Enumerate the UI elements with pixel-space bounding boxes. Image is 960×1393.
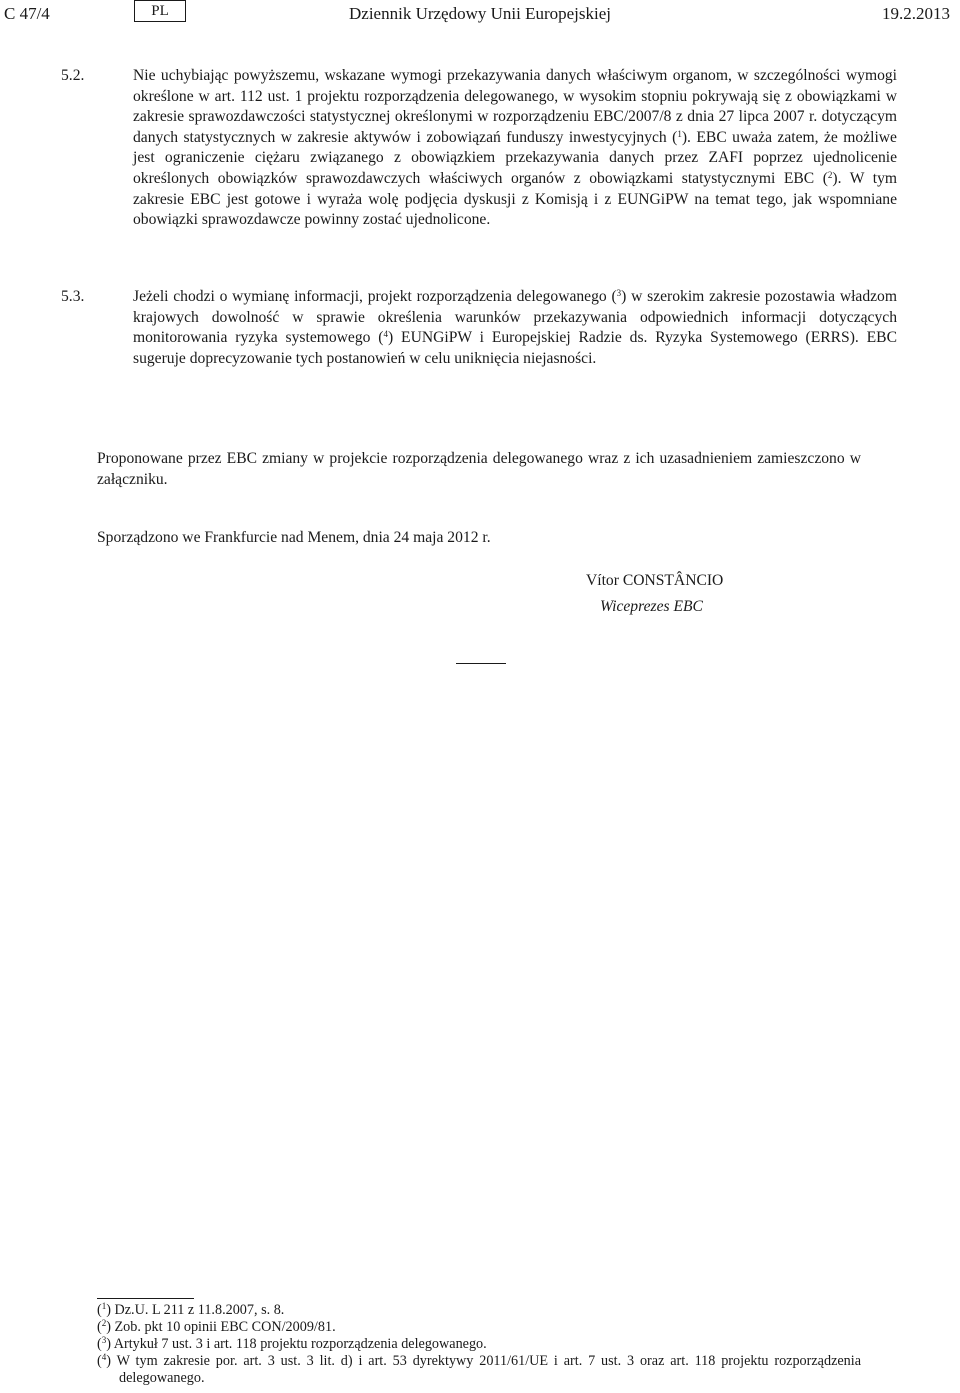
section-5-2 <box>61 66 897 231</box>
footnote-item: ($^3$) Artykuł 7 ust. 3 i art. 118 projektu rozporządzenia delegowanego. <box>97 1335 487 1352</box>
signatory-name: Vítor CONSTÂNCIO <box>586 572 724 589</box>
footnote-item: ($^1$) Dz.U. L 211 z 11.8.2007, s. 8. <box>97 1301 285 1318</box>
section-text: Nie uchybiając powyższemu, wskazane wymogi przekazywania danych właściwym organom, w szczególności wymogi określone w art. 112 ust. 1 projektu rozporządzenia delegowanego, w wysokim stopniu pokrywają się z obowiązkami w zakresie sprawozdawczości statystycznej określonymi w rozporządzeniu EBC/2007/8 z dnia 27 lipca 2007 r. dotyczącym danych statystycznych w zakresie aktywów i zobowiązań funduszy inwestycyjnych ( <box>133 67 897 146</box>
footnote-ref[interactable]: 4 <box>383 329 388 340</box>
place-and-date: Sporządzono we Frankfurcie nad Menem, dnia 24 maja 2012 r. <box>97 529 491 546</box>
section-text-end: ) EUNGiPW i Europejskiej Radzie ds. Ryzyka Systemowego (ERRS). EBC sugeruje doprecyzowanie tych postanowień w celu uniknięcia niejasności. <box>133 329 897 367</box>
footnote-separator <box>97 1298 194 1299</box>
page-header <box>0 0 960 34</box>
journal-title: Dziennik Urzędowy Unii Europejskiej <box>349 4 612 23</box>
section-5-3 <box>61 287 897 369</box>
footnote-ref[interactable]: 1 <box>677 128 682 139</box>
section-number: 5.2. <box>61 67 85 84</box>
end-separator <box>456 663 506 664</box>
footnote-ref[interactable]: 2 <box>827 169 833 180</box>
footnote-ref[interactable]: 3 <box>616 288 622 298</box>
page-reference: C 47/4 <box>4 4 50 23</box>
section-text-end: ). W tym zakresie EBC jest gotowe i wyraża wolę podjęcia dyskusji z Komisją i z EUNGiPW na temat tego, jak wspomniane obowiązki sprawozdawcze powinny zostać ujednolicone. <box>133 169 897 229</box>
section-text: Jeżeli chodzi o wymianę informacji, projekt rozporządzenia delegowanego ( <box>133 288 617 305</box>
language-badge: PL <box>134 0 186 22</box>
publication-date: 19.2.2013 <box>882 4 950 23</box>
section-text-cont: ) w szerokim zakresie pozostawia władzom krajowych dowolność w sprawie określenia warunków przekazywania odpowiednich informacji dotyczących monitorowania ryzyka systemowego ( <box>133 288 897 347</box>
closing-paragraph: Proponowane przez EBC zmiany w projekcie rozporządzenia delegowanego wraz z ich uzasadnieniem zamieszczono w załączniku. <box>97 450 861 488</box>
footnote-item: ($^2$) Zob. pkt 10 opinii EBC CON/2009/81. <box>97 1318 336 1335</box>
signatory-title: Wiceprezes EBC <box>600 598 703 615</box>
section-text-cont: ). EBC uważa zatem, że możliwe jest ograniczenie ciężaru związanego z obowiązkiem przekazywania danych przez ZAFI poprzez ujednolicenie określonych obowiązków sprawozdawczych właściwych organów z obowiązkami statystycznymi EBC ( <box>133 128 897 187</box>
section-number: 5.3. <box>61 288 85 305</box>
footnote-item: ($^4$) W tym zakresie por. art. 3 ust. 3 lit. d) i art. 53 dyrektywy 2011/61/UE i art. 7 ust. 3 oraz art. 118 projektu rozporządzenia delegowanego. <box>97 1352 861 1386</box>
footnotes <box>97 1302 861 1387</box>
